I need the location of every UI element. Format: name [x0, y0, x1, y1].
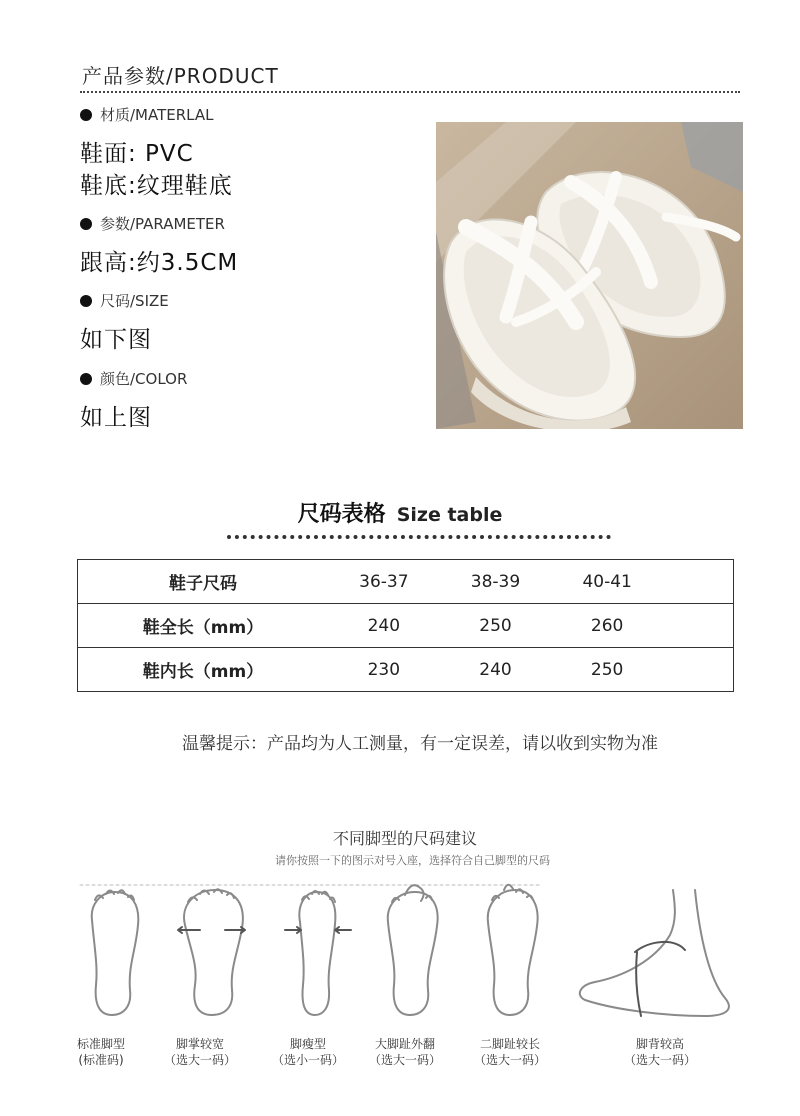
- table-row: [78, 604, 734, 648]
- thin-foot-icon: [285, 891, 351, 1015]
- wide-foot-icon: [178, 889, 245, 1015]
- foot-type-advice: （选大一码）: [623, 1053, 696, 1067]
- table-cell: 240: [328, 604, 440, 648]
- table-cell: 230: [328, 648, 440, 692]
- bullet-icon: [80, 295, 92, 307]
- product-photo: [436, 122, 743, 429]
- size-heading: [80, 290, 169, 311]
- table-cell: 40-41: [551, 560, 663, 604]
- size-table-title: [0, 497, 800, 528]
- high-instep-foot-icon: [580, 890, 729, 1016]
- foot-type-name: 脚背较高: [635, 1037, 684, 1051]
- product-section-title: 产品参数/PRODUCT: [82, 64, 279, 88]
- foot-type-bunion: [350, 1036, 460, 1068]
- foot-type-wide: [145, 1036, 255, 1068]
- foot-type-advice: （选大一码）: [163, 1053, 236, 1067]
- size-value: 如下图: [80, 327, 152, 353]
- standard-foot-icon: [92, 890, 139, 1015]
- table-cell: [663, 560, 734, 604]
- foot-type-advice: （选大一码）: [368, 1053, 441, 1067]
- foot-type-name: 脚掌较宽: [175, 1037, 224, 1051]
- foot-type-name: 大脚趾外翻: [374, 1037, 435, 1051]
- table-cell: 36-37: [328, 560, 440, 604]
- material-heading: [80, 104, 213, 125]
- foot-type-advice: （选小一码）: [271, 1053, 344, 1067]
- bullet-icon: [80, 373, 92, 385]
- table-cell: 240: [440, 648, 552, 692]
- fit-guide-subtitle: 请你按照一下的图示对号入座，选择符合自己脚型的尺码: [275, 854, 550, 867]
- bullet-icon: [80, 109, 92, 121]
- size-heading-label: 尺码/SIZE: [100, 292, 169, 310]
- parameter-heading: [80, 213, 225, 234]
- heel-height: 跟高:约3.5CM: [80, 250, 239, 276]
- row-label: 鞋子尺码: [78, 560, 329, 604]
- size-table-title-en: Size table: [396, 504, 503, 526]
- table-cell: 38-39: [440, 560, 552, 604]
- foot-diagrams: [70, 880, 750, 1034]
- table-cell: 250: [440, 604, 552, 648]
- color-heading: [80, 368, 187, 389]
- fit-guide-title: 不同脚型的尺码建议: [332, 829, 477, 848]
- foot-type-high-instep: [605, 1036, 715, 1068]
- table-cell: 260: [551, 604, 663, 648]
- row-label: 鞋内长（mm）: [78, 648, 329, 692]
- size-table-title-cn: 尺码表格: [297, 502, 386, 527]
- measurement-tip: 温馨提示：产品均为人工测量，有一定误差，请以收到实物为准: [182, 734, 658, 754]
- foot-type-long-second-toe: [455, 1036, 565, 1068]
- table-cell: [663, 604, 734, 648]
- foot-type-thin: [253, 1036, 363, 1068]
- foot-type-standard: [46, 1036, 156, 1068]
- bunion-foot-icon: [388, 885, 438, 1015]
- foot-type-advice: （选大一码）: [473, 1053, 546, 1067]
- foot-type-name: 脚瘦型: [289, 1037, 326, 1051]
- row-label: 鞋全长（mm）: [78, 604, 329, 648]
- bullet-icon: [80, 218, 92, 230]
- section-divider: [80, 91, 740, 93]
- material-heading-label: 材质/MATERLAL: [100, 106, 214, 124]
- color-value: 如上图: [80, 405, 152, 431]
- material-upper: 鞋面: PVC: [80, 141, 194, 167]
- parameter-heading-label: 参数/PARAMETER: [100, 215, 225, 233]
- foot-type-advice: (标准码): [78, 1053, 124, 1067]
- table-cell: [663, 648, 734, 692]
- size-table: [77, 559, 734, 692]
- table-row: [78, 648, 734, 692]
- foot-type-name: 标准脚型: [76, 1037, 125, 1051]
- table-row: [78, 560, 734, 604]
- foot-type-name: 二脚趾较长: [479, 1037, 540, 1051]
- table-cell: 250: [551, 648, 663, 692]
- size-table-divider: [227, 535, 611, 539]
- material-sole: 鞋底:纹理鞋底: [80, 173, 233, 199]
- long-second-toe-foot-icon: [488, 885, 538, 1015]
- color-heading-label: 颜色/COLOR: [100, 370, 188, 388]
